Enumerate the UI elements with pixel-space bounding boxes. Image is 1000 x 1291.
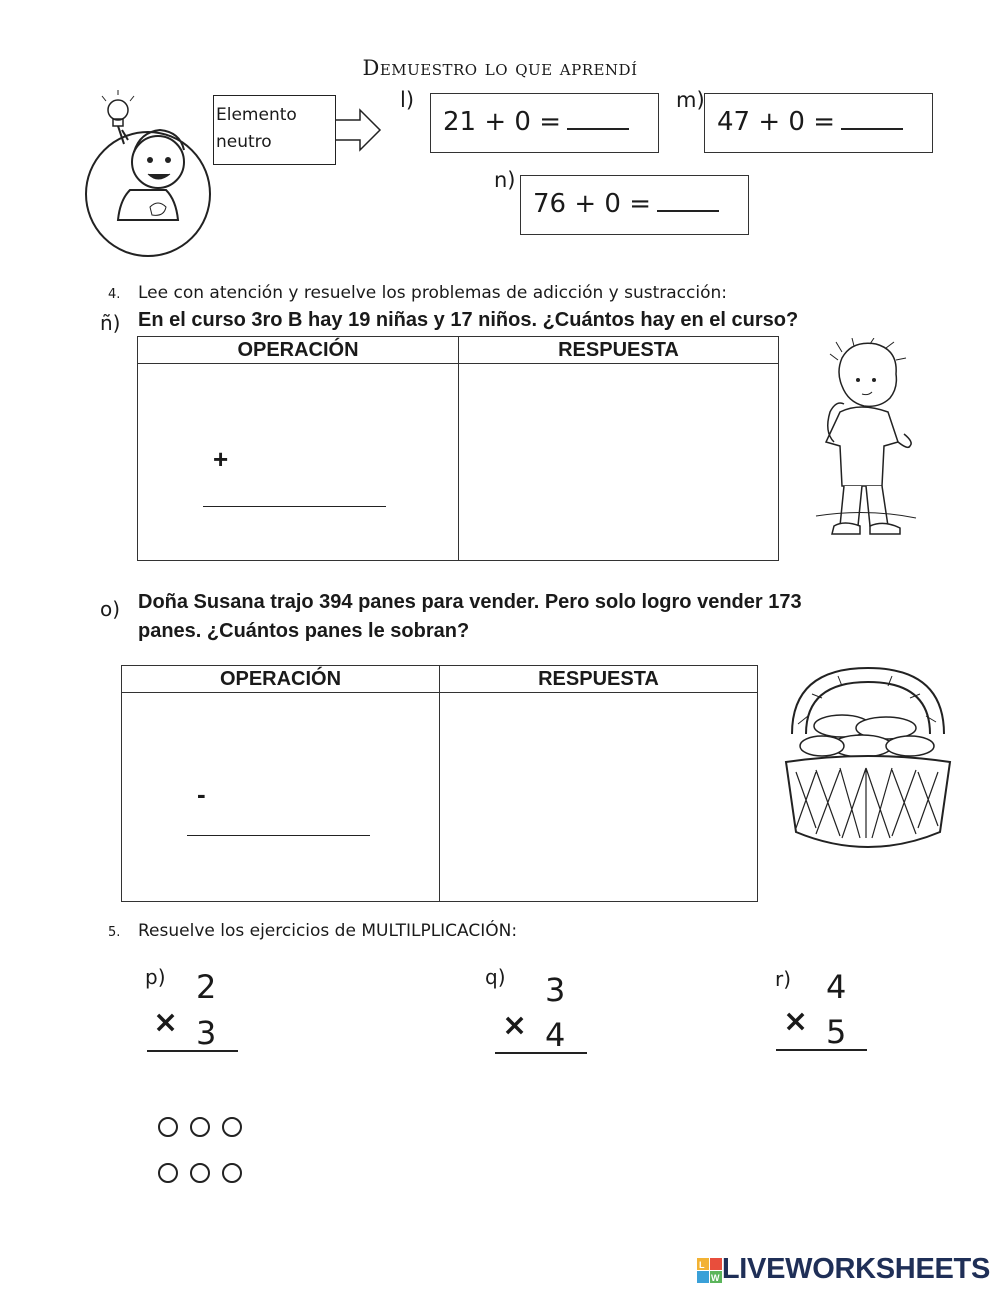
equation-n-label: n): [494, 168, 516, 192]
counting-circle: [158, 1163, 178, 1183]
plus-sign: +: [213, 444, 229, 474]
thinking-boy-illustration: [812, 338, 918, 544]
section-4-instruction: [108, 283, 727, 303]
equation-n-box: [520, 175, 749, 235]
counting-circle: [190, 1163, 210, 1183]
svg-text:L: L: [699, 1260, 705, 1270]
equation-l-answer-blank[interactable]: [567, 106, 629, 130]
mult-p-result-line[interactable]: [147, 1050, 238, 1052]
mult-r-result-line[interactable]: [776, 1049, 867, 1051]
mult-q-label: q): [485, 965, 506, 989]
equation-n-expression: 76 + 0 =: [533, 189, 651, 219]
equation-m-answer-blank[interactable]: [841, 106, 903, 130]
neutral-element-line2: neutro: [216, 132, 272, 152]
mult-q-times-icon: ×: [502, 1008, 528, 1043]
answer-header: RESPUESTA: [440, 666, 758, 693]
counting-circle: [158, 1117, 178, 1137]
operation-result-line: [203, 506, 386, 507]
operation-header: OPERACIÓN: [138, 337, 459, 364]
mult-p-top: 2: [196, 968, 217, 1006]
answer-cell[interactable]: [440, 693, 758, 902]
problem-o-table: [121, 665, 758, 902]
section-4-text: Lee con atención y resuelve los problemas de adicción y sustracción:: [138, 283, 727, 303]
problem-o-label: o): [100, 597, 121, 621]
svg-text:W: W: [711, 1273, 720, 1283]
mult-r-bottom: 5: [826, 1013, 847, 1051]
minus-sign: -: [197, 779, 206, 809]
counting-circle: [222, 1163, 242, 1183]
problem-n-tilde-table: [137, 336, 779, 561]
operation-header: OPERACIÓN: [122, 666, 440, 693]
arrow-right-icon: [336, 108, 382, 152]
page-title: Demuestro lo que aprendí: [362, 56, 638, 80]
equation-l-label: l): [400, 88, 415, 112]
section-4-number: 4.: [108, 287, 121, 302]
operation-result-line: [187, 835, 370, 836]
neutral-element-box: [213, 95, 336, 165]
boy-lightbulb-illustration: [80, 82, 215, 262]
equation-l-expression: 21 + 0 =: [443, 107, 561, 137]
mult-p-bottom: 3: [196, 1014, 217, 1052]
operation-cell[interactable]: [122, 693, 440, 902]
equation-m-expression: 47 + 0 =: [717, 107, 835, 137]
answer-cell[interactable]: [459, 364, 779, 561]
mult-p-times-icon: ×: [153, 1005, 179, 1040]
neutral-element-line1: Elemento: [216, 105, 297, 125]
problem-o-line1: Doña Susana trajo 394 panes para vender. Pero solo logro vender 173: [138, 591, 802, 613]
problem-n-tilde-text: En el curso 3ro B hay 19 niñas y 17 niños. ¿Cuántos hay en el curso?: [138, 309, 799, 331]
liveworksheets-brand[interactable]: LIVEWORKSHEETS: [721, 1253, 990, 1285]
counting-circle: [222, 1117, 242, 1137]
section-5-text: Resuelve los ejercicios de MULTILPLICACIÓN:: [138, 921, 518, 941]
equation-n-answer-blank[interactable]: [657, 188, 719, 212]
section-5-number: 5.: [108, 925, 121, 940]
counting-circle: [190, 1117, 210, 1137]
mult-q-bottom: 4: [545, 1016, 566, 1054]
equation-m-label: m): [676, 88, 705, 112]
bread-basket-illustration: [782, 664, 952, 854]
equation-m-box: [704, 93, 933, 153]
mult-p-label: p): [145, 965, 166, 989]
answer-header: RESPUESTA: [459, 337, 779, 364]
mult-r-top: 4: [826, 968, 847, 1006]
mult-r-label: r): [775, 967, 792, 991]
section-5-instruction: [108, 921, 517, 941]
equation-l-box: [430, 93, 659, 153]
mult-q-result-line[interactable]: [495, 1052, 587, 1054]
mult-r-times-icon: ×: [783, 1004, 809, 1039]
mult-q-top: 3: [545, 971, 566, 1009]
operation-cell[interactable]: [138, 364, 459, 561]
problem-o-line2: panes. ¿Cuántos panes le sobran?: [138, 620, 470, 642]
problem-n-tilde-label: ñ): [100, 311, 121, 335]
liveworksheets-logo-icon: [697, 1258, 723, 1284]
